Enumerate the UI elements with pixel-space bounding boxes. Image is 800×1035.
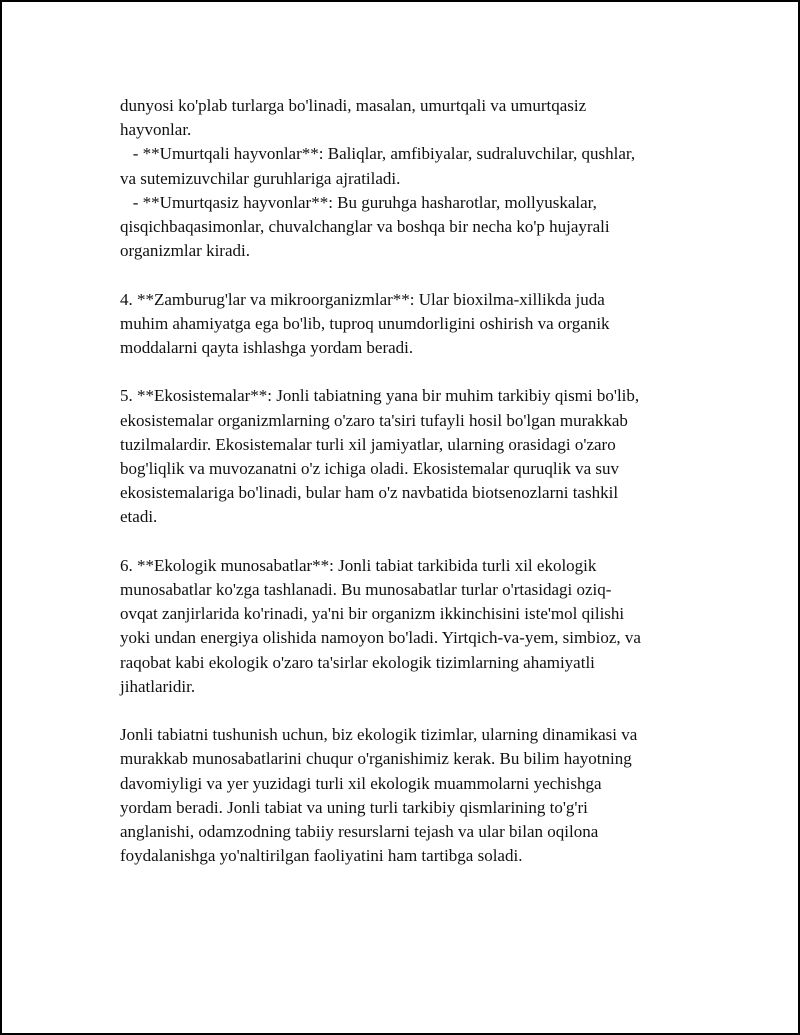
text-line: jihatlaridir. xyxy=(120,676,196,696)
text-line: davomiyligi va yer yuzidagi turli xil ekologik muammolarni yechishga xyxy=(120,773,602,793)
text-line: bog'liqlik va muvozanatni o'z ichiga oladi. Ekosistemalar quruqlik va suv xyxy=(120,459,620,479)
text-line: va sutemizuvchilar guruhlariga ajratiladi. xyxy=(120,168,401,188)
text-line: ekosistemalar organizmlarning o'zaro ta'siri tufayli hosil bo'lgan murakkab xyxy=(120,410,628,430)
paragraph-ecological-relations xyxy=(120,554,720,699)
text-line: murakkab munosabatlarini chuqur o'rganishimiz kerak. Bu bilim hayotning xyxy=(120,749,632,769)
text-line: - **Umurtqali hayvonlar**: Baliqlar, amfibiyalar, sudraluvchilar, qushlar, xyxy=(120,144,636,164)
text-line: tuzilmalardir. Ekosistemalar turli xil jamiyatlar, ularning orasidagi o'zaro xyxy=(120,434,616,454)
text-line: 4. **Zamburug'lar va mikroorganizmlar**: Ular bioxilma-xillikda juda xyxy=(120,289,605,309)
text-line: foydalanishga yo'naltirilgan faoliyatini ham tartibga soladi. xyxy=(120,846,523,866)
paragraph-animals xyxy=(120,94,720,263)
text-line: ovqat zanjirlarida ko'rinadi, ya'ni bir organizm ikkinchisini iste'mol qilishi xyxy=(120,604,625,624)
text-line: munosabatlar ko'zga tashlanadi. Bu munosabatlar turlar o'rtasidagi oziq- xyxy=(120,580,612,600)
paragraph-conclusion xyxy=(120,723,720,868)
document-body xyxy=(120,94,720,893)
paragraph-fungi-microorganisms xyxy=(120,288,720,361)
text-line: 6. **Ekologik munosabatlar**: Jonli tabiat tarkibida turli xil ekologik xyxy=(120,555,597,575)
text-line: yoki undan energiya olishida namoyon bo'ladi. Yirtqich-va-yem, simbioz, va xyxy=(120,628,641,648)
text-line: - **Umurtqasiz hayvonlar**: Bu guruhga hasharotlar, mollyuskalar, xyxy=(120,192,597,212)
text-line: raqobat kabi ekologik o'zaro ta'sirlar ekologik tizimlarning ahamiyatli xyxy=(120,652,595,672)
text-line: etadi. xyxy=(120,507,158,527)
text-line: muhim ahamiyatga ega bo'lib, tuproq unumdorligini oshirish va organik xyxy=(120,313,610,333)
text-line: anglanishi, odamzodning tabiiy resurslarni tejash va ular bilan oqilona xyxy=(120,822,599,842)
paragraph-ecosystems xyxy=(120,384,720,529)
text-line: 5. **Ekosistemalar**: Jonli tabiatning yana bir muhim tarkibiy qismi bo'lib, xyxy=(120,386,640,406)
text-line: Jonli tabiatni tushunish uchun, biz ekologik tizimlar, ularning dinamikasi va xyxy=(120,725,638,745)
text-line: ekosistemalariga bo'linadi, bular ham o'z navbatida biotsenozlarni tashkil xyxy=(120,483,619,503)
text-line: organizmlar kiradi. xyxy=(120,241,250,261)
text-line: qisqichbaqasimonlar, chuvalchanglar va boshqa bir necha ko'p hujayrali xyxy=(120,217,610,237)
text-line: hayvonlar. xyxy=(120,120,192,140)
text-line: yordam beradi. Jonli tabiat va uning turli tarkibiy qismlarining to'g'ri xyxy=(120,797,588,817)
text-line: dunyosi ko'plab turlarga bo'linadi, masalan, umurtqali va umurtqasiz xyxy=(120,96,587,115)
text-line: moddalarni qayta ishlashga yordam beradi. xyxy=(120,338,414,358)
